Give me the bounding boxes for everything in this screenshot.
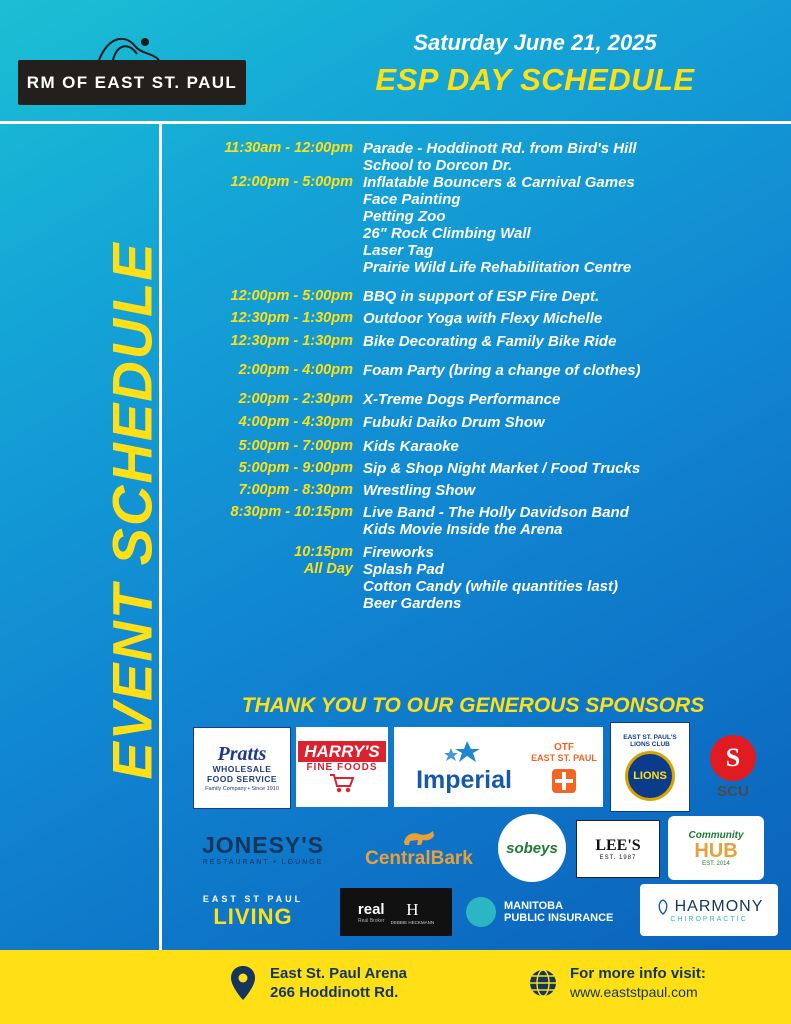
schedule-row	[168, 208, 778, 225]
sponsor-logo-harrys: HARRY'S FINE FOODS	[296, 727, 388, 807]
venue-name: East St. Paul Arena	[270, 965, 407, 982]
poster-header	[0, 0, 791, 122]
schedule-row	[168, 191, 778, 208]
schedule-time: 11:30am - 12:00pm	[224, 140, 353, 156]
schedule-desc: Fireworks	[363, 544, 434, 561]
schedule-time: 10:15pm	[294, 544, 353, 560]
schedule-row	[168, 242, 778, 259]
schedule-row	[168, 140, 778, 157]
schedule-desc: Petting Zoo	[363, 208, 446, 225]
sponsor-logo-community-hub: Community HUB EST. 2014	[668, 816, 764, 880]
stars-icon	[437, 740, 491, 766]
schedule-row	[168, 521, 778, 538]
sponsor-logo-real-broker: real Real Broker H DEBBIE HECKMANN	[340, 888, 452, 936]
schedule-time: 12:00pm - 5:00pm	[230, 288, 353, 304]
schedule-desc: Foam Party (bring a change of clothes)	[363, 362, 641, 379]
schedule-desc: Live Band - The Holly Davidson Band	[363, 504, 629, 521]
schedule-time: 7:00pm - 8:30pm	[238, 482, 353, 498]
sponsor-logo-imperial: Imperial	[394, 727, 534, 807]
info-label: For more info visit:	[570, 965, 706, 982]
sponsor-logo-sobeys: sobeys	[498, 814, 566, 882]
schedule-row	[168, 504, 778, 521]
rm-logo	[18, 60, 246, 105]
schedule-time: 8:30pm - 10:15pm	[230, 504, 353, 520]
schedule-time: 5:00pm - 9:00pm	[238, 460, 353, 476]
sponsor-logo-lions: EAST ST. PAUL'S LIONS CLUB LIONS	[610, 722, 690, 812]
sponsor-logo-otf: OTF EAST ST. PAUL	[525, 727, 603, 807]
sponsor-logos	[168, 722, 784, 946]
website-info	[528, 964, 706, 1002]
schedule-row	[168, 544, 778, 561]
schedule-list	[168, 140, 778, 612]
shopping-cart-icon	[329, 773, 355, 793]
schedule-row	[168, 482, 778, 499]
page-title: ESP DAY SCHEDULE	[375, 62, 695, 97]
schedule-desc: Parade - Hoddinott Rd. from Bird's Hill	[363, 140, 637, 157]
side-title: EVENT SCHEDULE	[100, 241, 164, 780]
schedule-row	[168, 460, 778, 477]
schedule-desc: Inflatable Bouncers & Carnival Games	[363, 174, 635, 191]
schedule-time: All Day	[303, 561, 353, 577]
venue-address: 266 Hoddinott Rd.	[270, 984, 399, 1001]
schedule-desc: Outdoor Yoga with Flexy Michelle	[363, 310, 603, 327]
schedule-row	[168, 438, 778, 455]
schedule-row	[168, 595, 778, 612]
schedule-time: 12:30pm - 1:30pm	[230, 310, 353, 326]
sponsor-logo-esp-living: EAST ST PAUL LIVING	[202, 894, 304, 929]
location-pin-icon	[228, 965, 258, 1001]
schedule-row	[168, 333, 778, 350]
schedule-time: 12:30pm - 1:30pm	[230, 333, 353, 349]
schedule-desc: X-Treme Dogs Performance	[363, 391, 561, 408]
globe-icon	[528, 968, 558, 998]
harmony-swirl-icon	[655, 899, 671, 915]
schedule-row	[168, 362, 778, 379]
sponsor-logo-lees: LEE'S EST. 1987	[576, 820, 660, 878]
sponsor-logo-mpi: MANITOBA PUBLIC INSURANCE	[466, 890, 632, 934]
schedule-row	[168, 174, 778, 191]
mpi-mark-icon	[466, 897, 496, 927]
hill-logo-icon	[95, 30, 165, 64]
venue-info	[228, 964, 407, 1002]
schedule-row	[168, 578, 778, 595]
sponsor-logo-jonesys: JONESY'S RESTAURANT • LOUNGE	[201, 832, 325, 866]
schedule-desc: Face Painting	[363, 191, 461, 208]
event-date: Saturday June 21, 2025	[413, 30, 657, 55]
schedule-row	[168, 288, 778, 305]
rm-logo-text: RM OF EAST ST. PAUL	[26, 72, 238, 92]
schedule-row	[168, 414, 778, 431]
schedule-time: 2:00pm - 4:00pm	[238, 362, 353, 378]
schedule-desc: BBQ in support of ESP Fire Dept.	[363, 288, 600, 305]
schedule-desc: Beer Gardens	[363, 595, 462, 612]
schedule-desc: School to Dorcon Dr.	[363, 157, 513, 174]
otf-mark-icon	[552, 769, 576, 793]
sponsors-heading: THANK YOU TO OUR GENEROUS SPONSORS	[241, 694, 705, 717]
website-url[interactable]: www.eaststpaul.com	[570, 984, 698, 1000]
schedule-desc: Cotton Candy (while quantities last)	[363, 578, 619, 595]
schedule-desc: Kids Movie Inside the Arena	[363, 521, 563, 538]
sponsor-logo-pratts: Pratts WHOLESALE FOOD SERVICE Family Company • Since 1910	[193, 727, 291, 809]
poster-footer	[0, 950, 791, 1024]
schedule-row	[168, 157, 778, 174]
sponsor-logo-harmony-chiropractic: HARMONY CHIROPRACTIC	[640, 884, 778, 936]
schedule-row	[168, 561, 778, 578]
schedule-desc: Prairie Wild Life Rehabilitation Centre	[363, 259, 632, 276]
schedule-time: 12:00pm - 5:00pm	[230, 174, 353, 190]
dog-icon	[401, 828, 437, 848]
schedule-row	[168, 225, 778, 242]
schedule-row	[168, 259, 778, 276]
schedule-time: 5:00pm - 7:00pm	[238, 438, 353, 454]
schedule-desc: Splash Pad	[363, 561, 444, 578]
schedule-desc: Sip & Shop Night Market / Food Trucks	[363, 460, 641, 477]
schedule-desc: Fubuki Daiko Drum Show	[363, 414, 545, 431]
schedule-desc: Kids Karaoke	[363, 438, 459, 455]
schedule-time: 4:00pm - 4:30pm	[238, 414, 353, 430]
schedule-row	[168, 310, 778, 327]
sponsor-logo-scu: S SCU	[695, 727, 771, 807]
schedule-desc: 26" Rock Climbing Wall	[363, 225, 531, 242]
sponsor-logo-centralbark: CentralBark	[346, 818, 492, 880]
schedule-time: 2:00pm - 2:30pm	[238, 391, 353, 407]
schedule-desc: Wrestling Show	[363, 482, 476, 499]
schedule-desc: Bike Decorating & Family Bike Ride	[363, 333, 617, 350]
schedule-row	[168, 391, 778, 408]
schedule-desc: Laser Tag	[363, 242, 434, 259]
